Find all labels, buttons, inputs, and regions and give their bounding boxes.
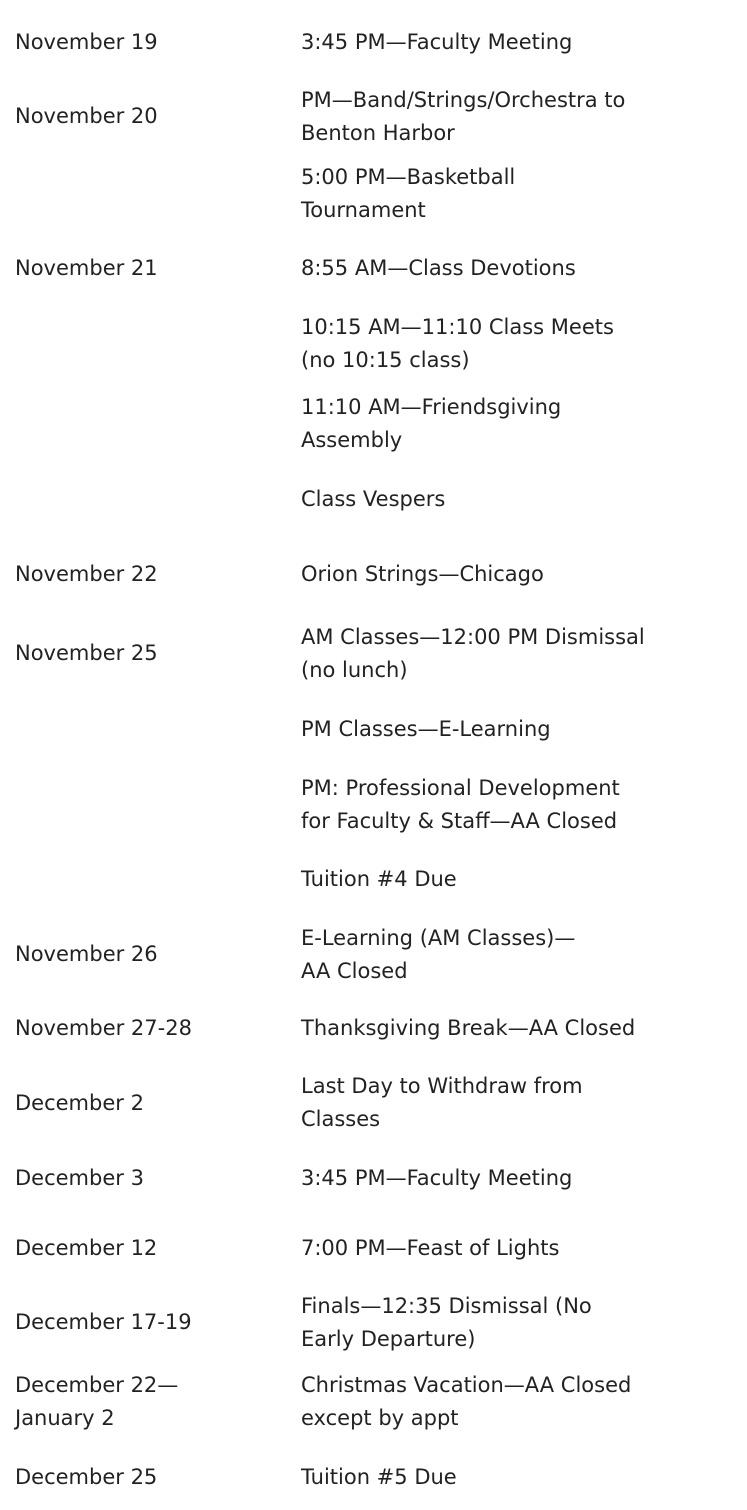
date-label: November 21 <box>15 256 158 280</box>
date-label: November 27-28 <box>15 1016 192 1040</box>
event-text: 7:00 PM—Feast of Lights <box>301 1236 560 1260</box>
event-text: for Faculty & Staff—AA Closed <box>301 809 618 833</box>
date-label: November 22 <box>15 562 158 586</box>
event-text: Assembly <box>301 428 403 452</box>
date-text: January 2 <box>15 1406 115 1430</box>
date-label: December 17-19 <box>15 1310 192 1334</box>
event-item <box>301 1012 741 1045</box>
event-text: 11:10 AM—Friendsgiving <box>301 395 562 419</box>
date-label: December 25 <box>15 1465 158 1489</box>
event-item <box>301 1290 741 1356</box>
date-text: December 22— <box>15 1373 179 1397</box>
event-item <box>301 252 741 285</box>
event-item <box>301 1070 741 1136</box>
event-text: PM: Professional Development <box>301 776 620 800</box>
event-text: 10:15 AM—11:10 Class Meets <box>301 315 614 339</box>
event-item <box>301 311 741 377</box>
event-text: Tournament <box>301 198 426 222</box>
event-item <box>301 1232 741 1265</box>
event-text: E-Learning (AM Classes)— <box>301 926 576 950</box>
date-label: December 2 <box>15 1091 144 1115</box>
event-text: Tuition #5 Due <box>301 1465 457 1489</box>
event-text: 8:55 AM—Class Devotions <box>301 256 576 280</box>
date-label: November 25 <box>15 641 158 665</box>
event-item <box>301 922 741 988</box>
event-item <box>301 713 741 746</box>
event-text: Tuition #4 Due <box>301 867 457 891</box>
event-text: Finals—12:35 Dismissal (No <box>301 1294 592 1318</box>
event-item <box>301 161 741 227</box>
date-label: December 12 <box>15 1236 158 1260</box>
date-label: November 20 <box>15 104 158 128</box>
date-label <box>15 1369 285 1435</box>
event-text: (no lunch) <box>301 658 408 682</box>
event-text: 3:45 PM—Faculty Meeting <box>301 30 573 54</box>
event-item <box>301 26 741 59</box>
date-label: November 26 <box>15 942 158 966</box>
event-text: Orion Strings—Chicago <box>301 562 544 586</box>
event-text: Benton Harbor <box>301 121 455 145</box>
event-item <box>301 621 741 687</box>
event-text: Thanksgiving Break—AA Closed <box>301 1016 636 1040</box>
date-label: December 3 <box>15 1166 144 1190</box>
event-text: Last Day to Withdraw from <box>301 1074 583 1098</box>
event-item <box>301 1162 741 1195</box>
event-item <box>301 863 741 896</box>
event-text: 3:45 PM—Faculty Meeting <box>301 1166 573 1190</box>
date-label: November 19 <box>15 30 158 54</box>
event-text: 5:00 PM—Basketball <box>301 165 516 189</box>
event-text: AM Classes—12:00 PM Dismissal <box>301 625 645 649</box>
event-item <box>301 1461 741 1494</box>
event-item <box>301 391 741 457</box>
event-item <box>301 772 741 838</box>
event-text: Christmas Vacation—AA Closed <box>301 1373 632 1397</box>
event-text: except by appt <box>301 1406 459 1430</box>
event-item <box>301 558 741 591</box>
event-text: AA Closed <box>301 959 408 983</box>
event-text: PM Classes—E-Learning <box>301 717 551 741</box>
event-item <box>301 1369 741 1435</box>
event-text: Classes <box>301 1107 381 1131</box>
event-text: (no 10:15 class) <box>301 348 470 372</box>
event-text: PM—Band/Strings/Orchestra to <box>301 88 626 112</box>
event-item <box>301 84 741 150</box>
event-item <box>301 483 741 516</box>
event-text: Class Vespers <box>301 487 446 511</box>
event-text: Early Departure) <box>301 1327 476 1351</box>
